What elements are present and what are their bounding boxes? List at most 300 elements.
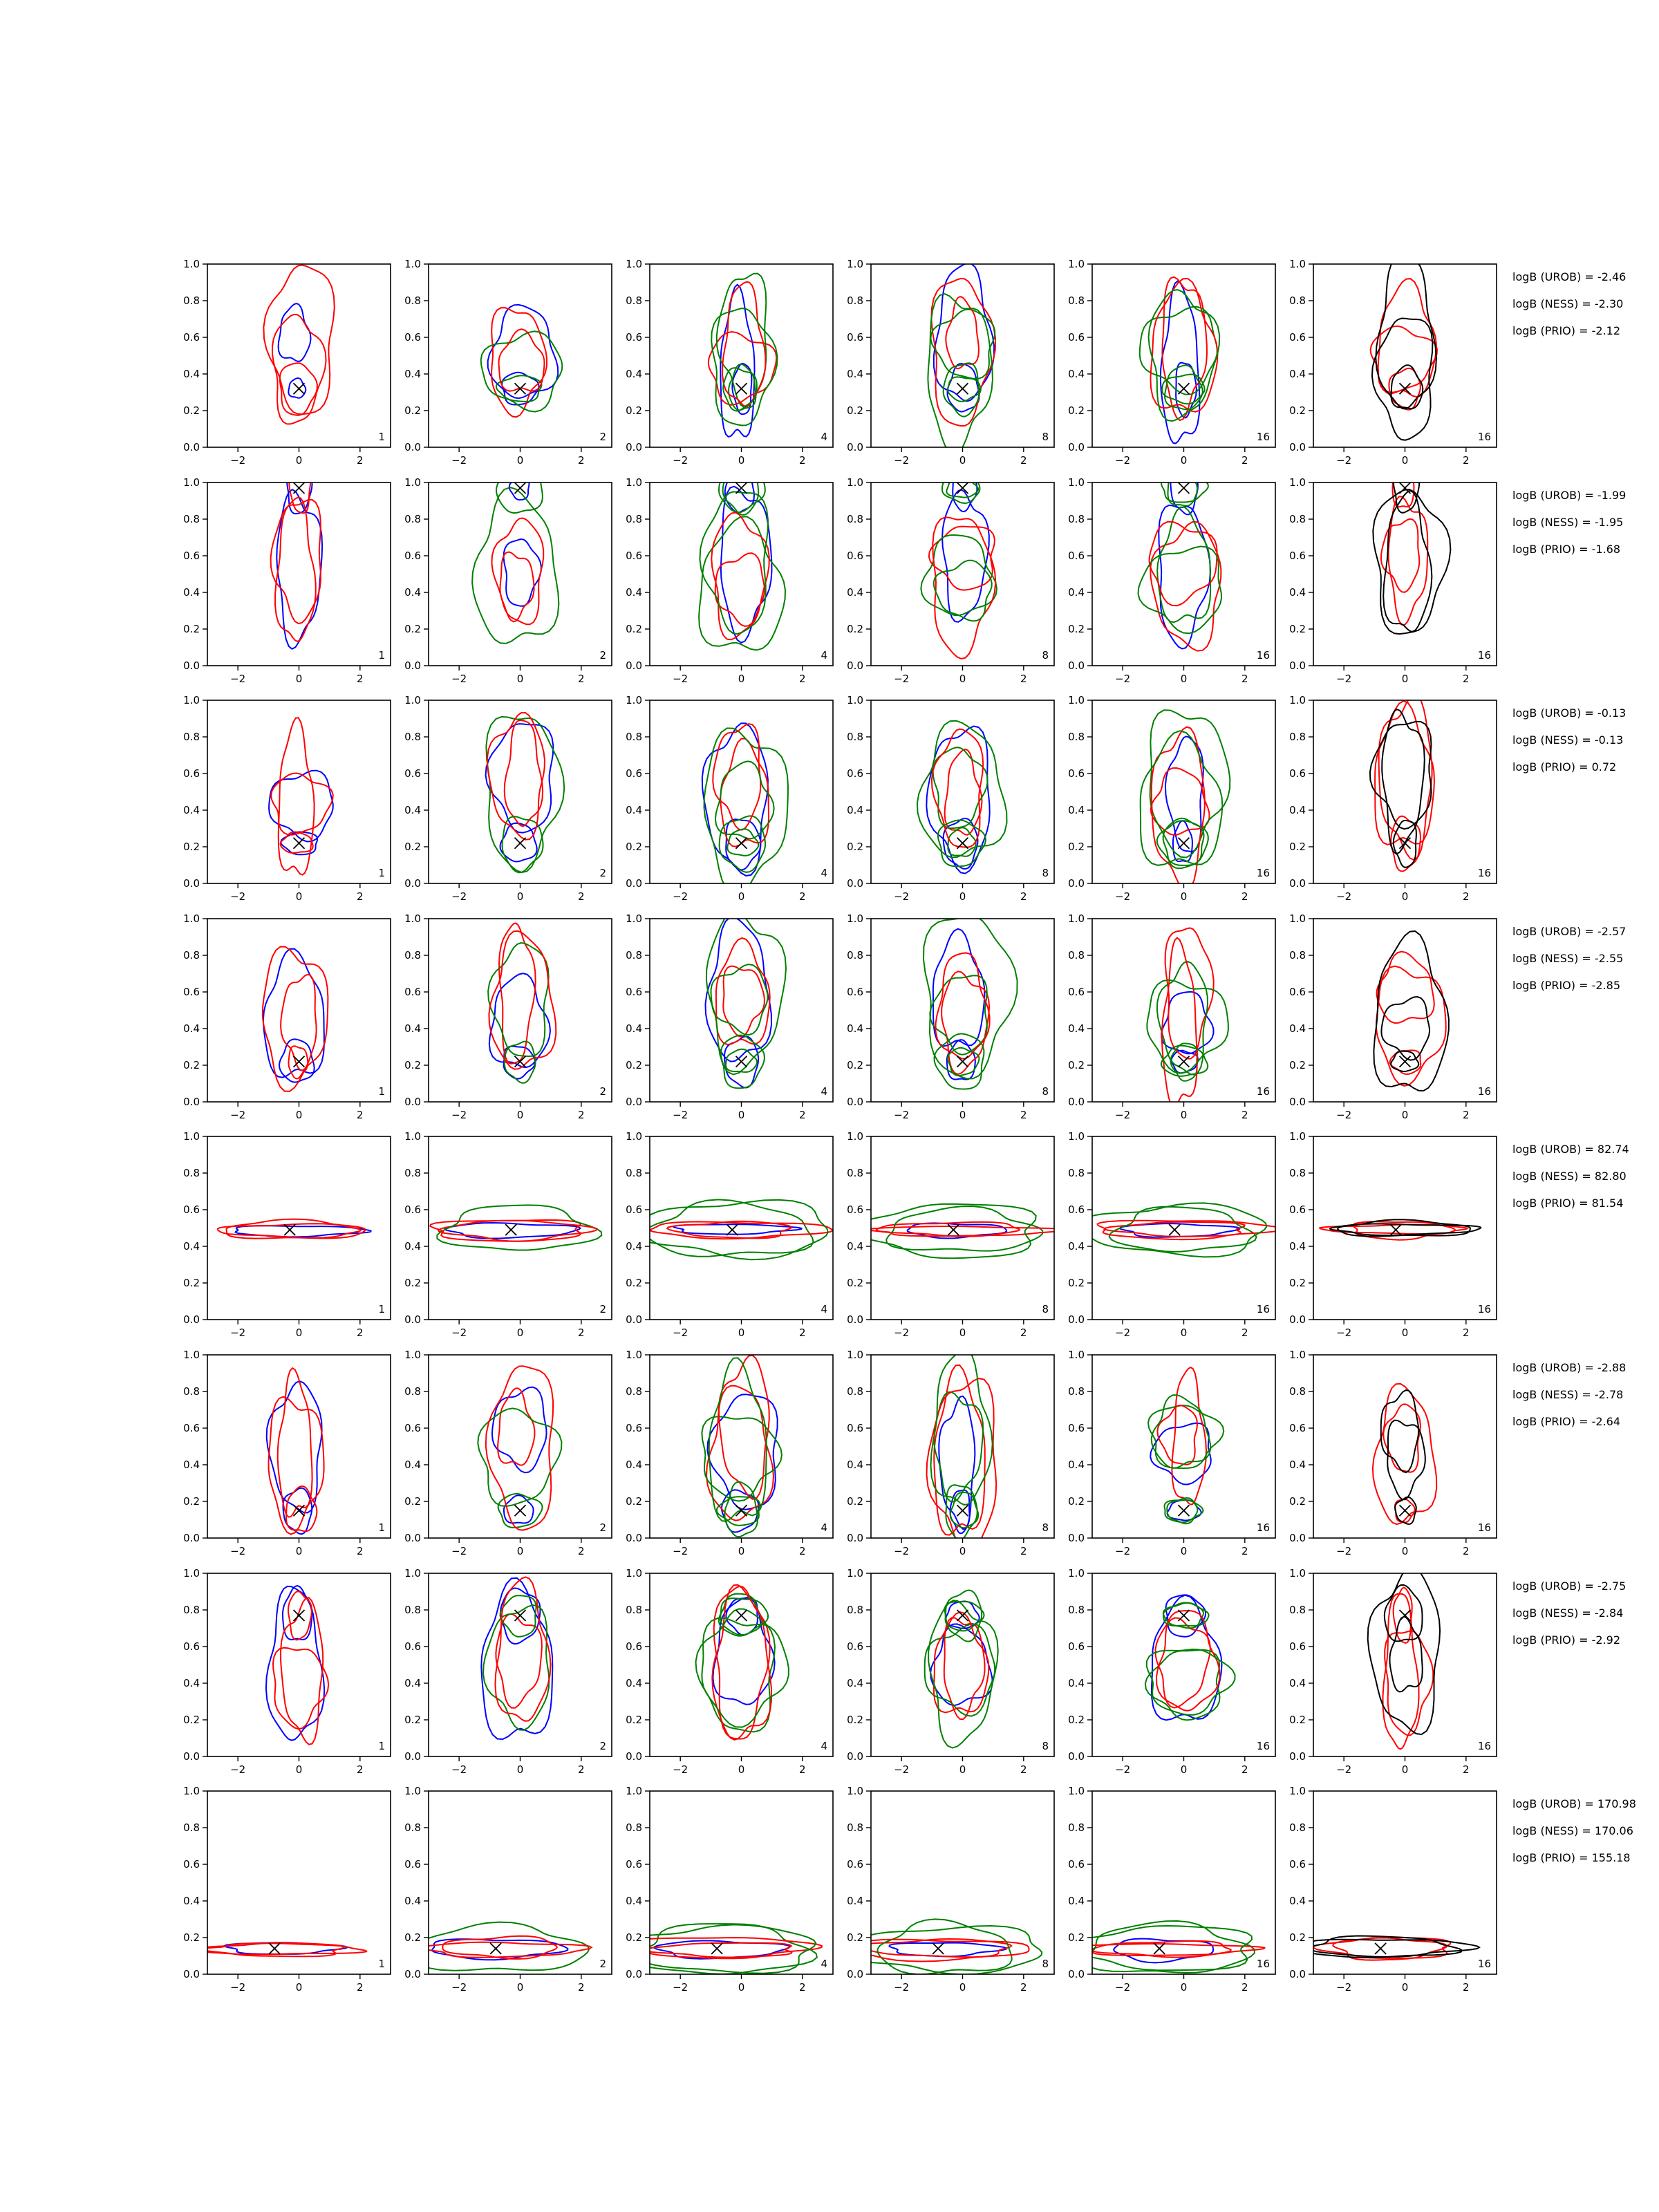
x-tick-label: 0 [295, 890, 303, 903]
y-tick-label: 0.2 [1068, 1714, 1085, 1726]
y-tick-label: 0.0 [404, 659, 421, 672]
y-tick-label: 0.4 [1068, 368, 1085, 380]
y-tick-label: 1.0 [1068, 1130, 1085, 1143]
contour-group [269, 718, 333, 874]
contour-line-blue [266, 1586, 324, 1741]
y-tick-label: 0.4 [1289, 368, 1306, 380]
x-tick-label: 0 [738, 1109, 745, 1121]
panel-label: 4 [821, 431, 827, 443]
x-tick-label: 0 [738, 1981, 745, 1994]
true-value-marker [490, 1943, 501, 1954]
panel-label: 1 [378, 1740, 385, 1752]
x-tick-label: −2 [230, 673, 246, 685]
x-tick-label: −2 [894, 1763, 910, 1776]
contour-inner-green [496, 460, 543, 513]
y-tick-label: 0.6 [404, 1203, 421, 1216]
x-tick-label: 0 [1180, 1981, 1188, 1994]
y-tick-label: 0.8 [183, 1821, 200, 1834]
y-tick-label: 1.0 [404, 912, 421, 925]
axes-frame [871, 264, 1054, 447]
x-tick-label: 2 [578, 673, 585, 685]
y-tick-label: 0.0 [404, 1096, 421, 1108]
y-tick-label: 0.0 [404, 877, 421, 890]
y-tick-label: 0.4 [183, 1677, 200, 1689]
y-tick-label: 0.6 [626, 331, 642, 344]
y-tick-label: 0.0 [404, 1968, 421, 1980]
subplot-r8-c2 [404, 1785, 612, 1994]
x-tick-label: 0 [516, 454, 524, 467]
contour-group [699, 462, 785, 650]
y-tick-label: 0.2 [626, 1495, 642, 1508]
y-tick-label: 1.0 [1289, 476, 1306, 489]
contour-line-red [491, 518, 543, 625]
y-tick-label: 1.0 [1068, 258, 1085, 270]
panel-label: 4 [821, 649, 827, 662]
y-tick-label: 1.0 [404, 694, 421, 706]
contour-line-red [867, 1226, 1067, 1236]
y-tick-label: 0.0 [626, 1532, 642, 1544]
x-tick-label: 0 [959, 673, 966, 685]
contour-line-green [699, 516, 785, 650]
y-tick-label: 0.6 [1068, 1858, 1085, 1871]
x-tick-label: −2 [451, 890, 467, 903]
y-tick-label: 0.2 [1068, 1277, 1085, 1289]
x-tick-label: 0 [1180, 1763, 1188, 1776]
x-tick-label: 2 [1241, 1327, 1248, 1339]
true-value-marker [736, 1505, 747, 1516]
y-tick-label: 0.0 [1289, 1313, 1306, 1326]
contour-line-blue [933, 929, 985, 1047]
y-tick-label: 0.2 [847, 1714, 863, 1726]
axes-frame [650, 482, 833, 666]
subplot-r6-c6 [1289, 1349, 1497, 1557]
y-tick-label: 1.0 [404, 1785, 421, 1797]
true-value-marker [1375, 1943, 1386, 1954]
panel-label: 2 [599, 431, 606, 443]
panel-label: 16 [1477, 867, 1491, 879]
contour-line-green [928, 1600, 998, 1747]
y-tick-label: 0.8 [847, 1821, 863, 1834]
y-tick-label: 0.6 [626, 1858, 642, 1871]
x-tick-label: 0 [516, 1981, 524, 1994]
y-tick-label: 1.0 [183, 1349, 200, 1361]
x-tick-label: 2 [578, 1545, 585, 1557]
true-value-marker [957, 1505, 968, 1516]
y-tick-label: 0.2 [847, 623, 863, 635]
subplot-r2-c2 [404, 460, 612, 685]
y-tick-label: 0.2 [847, 841, 863, 853]
x-tick-label: 2 [799, 1109, 806, 1121]
subplot-r1-c1 [183, 258, 391, 467]
x-tick-label: 2 [578, 890, 585, 903]
x-tick-label: 2 [357, 454, 364, 467]
x-tick-label: −2 [894, 890, 910, 903]
true-value-marker [932, 1943, 944, 1954]
x-tick-label: 2 [799, 890, 806, 903]
subplot-r8-c6 [1289, 1785, 1497, 1994]
y-tick-label: 1.0 [626, 1785, 642, 1797]
x-tick-label: −2 [1115, 1327, 1131, 1339]
y-tick-label: 0.4 [1068, 1022, 1085, 1035]
y-tick-label: 1.0 [1068, 1567, 1085, 1580]
y-tick-label: 0.0 [183, 659, 200, 672]
contour-group [267, 1368, 324, 1534]
contour-group [1300, 1936, 1479, 1960]
axes-frame [429, 1136, 612, 1320]
panel-label: 16 [1256, 1958, 1270, 1970]
y-tick-label: 0.6 [626, 1422, 642, 1434]
y-tick-label: 0.0 [626, 441, 642, 453]
y-tick-label: 0.4 [404, 1677, 421, 1689]
y-tick-label: 0.8 [404, 949, 421, 962]
y-tick-label: 1.0 [847, 258, 863, 270]
axes-frame [871, 482, 1054, 666]
axes-frame [429, 700, 612, 883]
y-tick-label: 0.6 [1289, 1422, 1306, 1434]
x-tick-label: −2 [1336, 673, 1352, 685]
y-tick-label: 0.8 [183, 1167, 200, 1179]
y-tick-label: 0.4 [1289, 1677, 1306, 1689]
x-tick-label: −2 [1115, 1109, 1131, 1121]
logb-text: logB (UROB) = -2.46 [1512, 270, 1627, 283]
panel-label: 1 [378, 649, 385, 662]
y-tick-label: 0.0 [183, 1313, 200, 1326]
contour-line-blue [720, 285, 754, 437]
y-tick-label: 0.2 [1068, 841, 1085, 853]
x-tick-label: −2 [673, 890, 688, 903]
axes-frame [650, 1573, 833, 1756]
y-tick-label: 0.8 [1068, 1604, 1085, 1616]
y-tick-label: 0.2 [626, 404, 642, 417]
y-tick-label: 1.0 [183, 694, 200, 706]
x-tick-label: −2 [673, 673, 688, 685]
true-value-marker [711, 1943, 722, 1954]
logb-text: logB (PRIO) = -1.68 [1512, 543, 1620, 556]
true-value-marker [957, 482, 968, 494]
x-tick-label: −2 [451, 673, 467, 685]
y-tick-label: 0.2 [847, 1495, 863, 1508]
contour-line-blue [890, 1943, 1006, 1957]
y-tick-label: 1.0 [847, 1567, 863, 1580]
x-tick-label: −2 [230, 1327, 246, 1339]
y-tick-label: 1.0 [404, 476, 421, 489]
y-tick-label: 0.0 [847, 1313, 863, 1326]
contour-group [702, 723, 788, 894]
x-tick-label: 2 [799, 1327, 806, 1339]
logb-annotations-row-2 [1512, 489, 1626, 556]
true-value-marker [1179, 838, 1190, 849]
y-tick-label: 1.0 [1289, 258, 1306, 270]
logb-annotations-row-4 [1512, 925, 1626, 992]
y-tick-label: 0.8 [183, 731, 200, 743]
y-tick-label: 0.2 [404, 1931, 421, 1944]
y-tick-label: 0.8 [847, 1167, 863, 1179]
contour-group [924, 916, 1018, 1089]
logb-text: logB (NESS) = -2.55 [1512, 952, 1624, 965]
y-tick-label: 0.2 [404, 1714, 421, 1726]
y-tick-label: 1.0 [626, 476, 642, 489]
subplot-r1-c2 [404, 258, 612, 467]
x-tick-label: 0 [1180, 1109, 1188, 1121]
y-tick-label: 0.4 [183, 1895, 200, 1907]
panel-label: 8 [1042, 649, 1049, 662]
y-tick-label: 1.0 [183, 476, 200, 489]
contour-line-red [489, 931, 556, 1069]
contour-line-green [1157, 507, 1210, 622]
panel-label: 16 [1477, 1740, 1491, 1752]
y-tick-label: 0.0 [1068, 1532, 1085, 1544]
y-tick-label: 0.6 [1068, 331, 1085, 344]
axes-frame [1313, 264, 1497, 447]
y-tick-label: 0.6 [183, 1640, 200, 1653]
x-tick-label: 0 [959, 1109, 966, 1121]
contour-line-red [1389, 496, 1428, 625]
y-tick-label: 0.4 [847, 586, 863, 599]
x-tick-label: 0 [1401, 1981, 1409, 1994]
y-tick-label: 0.2 [404, 841, 421, 853]
panel-label: 4 [821, 867, 827, 879]
y-tick-label: 0.0 [847, 441, 863, 453]
panel-label: 8 [1042, 1958, 1049, 1970]
contour-group [635, 1199, 832, 1259]
true-value-marker [294, 383, 305, 394]
contour-line-red [946, 297, 979, 368]
y-tick-label: 0.6 [404, 550, 421, 562]
panel-label: 16 [1256, 431, 1270, 443]
y-tick-label: 1.0 [847, 476, 863, 489]
y-tick-label: 0.8 [183, 949, 200, 962]
y-tick-label: 0.0 [183, 1532, 200, 1544]
y-tick-label: 0.2 [1289, 1931, 1306, 1944]
y-tick-label: 0.0 [1068, 1313, 1085, 1326]
contour-line-green [1063, 1926, 1252, 1970]
y-tick-label: 0.0 [1289, 659, 1306, 672]
axes-frame [429, 264, 612, 447]
x-tick-label: 2 [357, 1763, 364, 1776]
axes-frame [1092, 700, 1275, 883]
subplot-r6-c3 [626, 1349, 833, 1557]
contour-group [1320, 1219, 1481, 1239]
y-tick-label: 0.6 [847, 986, 863, 998]
y-tick-label: 0.6 [847, 331, 863, 344]
y-tick-label: 0.2 [626, 841, 642, 853]
contour-group [430, 1205, 601, 1250]
y-tick-label: 0.2 [183, 841, 200, 853]
axes-frame [207, 1791, 391, 1974]
y-tick-label: 0.0 [183, 441, 200, 453]
y-tick-label: 0.4 [404, 1240, 421, 1253]
y-tick-label: 0.2 [1068, 1495, 1085, 1508]
contour-line-black [1383, 491, 1432, 632]
y-tick-label: 0.2 [1068, 404, 1085, 417]
subplot-r2-c1 [183, 462, 391, 685]
contour-group [1148, 1367, 1224, 1524]
contour-line-green [917, 721, 1007, 858]
x-tick-label: 2 [1241, 1763, 1248, 1776]
x-tick-label: 2 [799, 1981, 806, 1994]
y-tick-label: 1.0 [1289, 1785, 1306, 1797]
y-tick-label: 0.8 [626, 294, 642, 307]
panel-label: 4 [821, 1521, 827, 1534]
y-tick-label: 0.8 [1068, 731, 1085, 743]
subplot-r4-c6 [1289, 912, 1497, 1121]
contour-line-blue [930, 1624, 993, 1705]
y-tick-label: 0.6 [847, 1422, 863, 1434]
contour-group [928, 263, 995, 454]
contour-line-black [1368, 1566, 1440, 1734]
x-tick-label: −2 [673, 1981, 688, 1994]
y-tick-label: 0.8 [1068, 1385, 1085, 1398]
subplot-r5-c5 [1068, 1130, 1282, 1339]
x-tick-label: −2 [451, 1327, 467, 1339]
x-tick-label: 2 [1020, 454, 1027, 467]
true-value-marker [1179, 1505, 1190, 1516]
axes-frame [207, 264, 391, 447]
y-tick-label: 0.6 [183, 986, 200, 998]
contour-line-green [840, 1926, 1042, 1974]
logb-annotations-row-6 [1512, 1361, 1626, 1428]
contour-line-green [928, 294, 993, 454]
y-tick-label: 0.8 [847, 731, 863, 743]
x-tick-label: −2 [230, 1545, 246, 1557]
panel-label: 8 [1042, 867, 1049, 879]
panel-label: 2 [599, 649, 606, 662]
contour-group [921, 467, 997, 659]
contour-group [927, 1349, 997, 1554]
contour-line-red [711, 513, 769, 640]
y-tick-label: 0.4 [1068, 804, 1085, 816]
true-value-marker [1179, 383, 1190, 394]
contour-inner-blue [953, 467, 977, 512]
x-tick-label: −2 [1336, 454, 1352, 467]
y-tick-label: 0.6 [626, 767, 642, 780]
x-tick-label: 2 [578, 454, 585, 467]
subplot-r3-c6 [1289, 694, 1497, 903]
true-value-marker [1179, 482, 1190, 494]
y-tick-label: 1.0 [404, 258, 421, 270]
axes-frame [429, 1791, 612, 1974]
y-tick-label: 0.6 [847, 1203, 863, 1216]
contour-group [1368, 1566, 1440, 1749]
y-tick-label: 0.4 [847, 1022, 863, 1035]
y-tick-label: 0.8 [1068, 1167, 1085, 1179]
x-tick-label: 2 [1463, 1109, 1470, 1121]
contour-line-red [281, 1597, 323, 1745]
panel-label: 4 [821, 1085, 827, 1098]
contour-line-red [713, 724, 760, 830]
x-tick-label: 0 [516, 1327, 524, 1339]
x-tick-label: 2 [1463, 1545, 1470, 1557]
y-tick-label: 0.4 [847, 804, 863, 816]
y-tick-label: 0.6 [1289, 550, 1306, 562]
y-tick-label: 1.0 [1289, 1130, 1306, 1143]
y-tick-label: 0.4 [1068, 586, 1085, 599]
y-tick-label: 0.0 [1289, 1750, 1306, 1763]
y-tick-label: 1.0 [847, 1785, 863, 1797]
x-tick-label: 2 [1241, 673, 1248, 685]
y-tick-label: 0.0 [1068, 441, 1085, 453]
y-tick-label: 0.2 [626, 1931, 642, 1944]
subplot-r8-c5 [1063, 1785, 1275, 1994]
y-tick-label: 0.0 [626, 1750, 642, 1763]
x-tick-label: −2 [894, 1109, 910, 1121]
logb-text: logB (UROB) = -1.99 [1512, 489, 1627, 502]
y-tick-label: 0.2 [183, 1277, 200, 1289]
y-tick-label: 0.8 [404, 513, 421, 525]
x-tick-label: −2 [1115, 454, 1131, 467]
y-tick-label: 0.2 [1289, 1714, 1306, 1726]
x-tick-label: −2 [894, 1327, 910, 1339]
y-tick-label: 0.6 [1289, 767, 1306, 780]
y-tick-label: 0.4 [1289, 1895, 1306, 1907]
y-tick-label: 1.0 [1289, 912, 1306, 925]
logb-annotations-row-8 [1512, 1797, 1636, 1864]
x-tick-label: −2 [1336, 1327, 1352, 1339]
panel-label: 8 [1042, 1303, 1049, 1315]
y-tick-label: 0.8 [183, 513, 200, 525]
x-tick-label: 0 [516, 890, 524, 903]
panel-label: 16 [1477, 1085, 1491, 1098]
x-tick-label: 2 [1241, 1545, 1248, 1557]
y-tick-label: 0.0 [847, 659, 863, 672]
y-tick-label: 0.4 [847, 1459, 863, 1471]
logb-text: logB (UROB) = -2.57 [1512, 925, 1627, 938]
x-tick-label: 0 [1401, 1109, 1409, 1121]
x-tick-label: 2 [578, 1327, 585, 1339]
logb-text: logB (UROB) = -0.13 [1512, 706, 1627, 720]
subplot-r4-c1 [183, 912, 391, 1121]
y-tick-label: 0.0 [183, 1096, 200, 1108]
panel-label: 2 [599, 1958, 606, 1970]
y-tick-label: 0.8 [847, 513, 863, 525]
y-tick-label: 0.0 [626, 1096, 642, 1108]
y-tick-label: 0.2 [626, 1714, 642, 1726]
logb-text: logB (PRIO) = 155.18 [1512, 1851, 1631, 1864]
contour-inner-blue [283, 1488, 312, 1535]
y-tick-label: 0.6 [1068, 1640, 1085, 1653]
logb-text: logB (NESS) = 82.80 [1512, 1170, 1627, 1183]
y-tick-label: 0.2 [626, 623, 642, 635]
y-tick-label: 0.2 [183, 1714, 200, 1726]
contour-line-red [709, 332, 777, 405]
x-tick-label: 2 [578, 1981, 585, 1994]
y-tick-label: 1.0 [1068, 694, 1085, 706]
x-tick-label: 2 [799, 454, 806, 467]
axes-frame [1092, 919, 1275, 1102]
subplot-r5-c6 [1289, 1130, 1497, 1339]
x-tick-label: 2 [1020, 1763, 1027, 1776]
y-tick-label: 0.2 [1289, 404, 1306, 417]
x-tick-label: 0 [959, 1327, 966, 1339]
y-tick-label: 0.2 [847, 1059, 863, 1071]
y-tick-label: 0.0 [626, 1968, 642, 1980]
axes-frame [1313, 1573, 1497, 1756]
x-tick-label: 0 [1180, 1545, 1188, 1557]
y-tick-label: 0.2 [1289, 1277, 1306, 1289]
y-tick-label: 0.6 [183, 767, 200, 780]
contour-group [850, 1204, 1067, 1258]
y-tick-label: 0.0 [183, 877, 200, 890]
x-tick-label: 0 [1180, 673, 1188, 685]
y-tick-label: 0.4 [626, 586, 642, 599]
y-tick-label: 0.4 [626, 1240, 642, 1253]
y-tick-label: 0.8 [626, 513, 642, 525]
subplot-r5-c2 [404, 1130, 612, 1339]
axes-frame [1092, 1573, 1275, 1756]
y-tick-label: 0.6 [1289, 1203, 1306, 1216]
subplot-r7-c3 [626, 1567, 833, 1776]
y-tick-label: 0.8 [847, 294, 863, 307]
